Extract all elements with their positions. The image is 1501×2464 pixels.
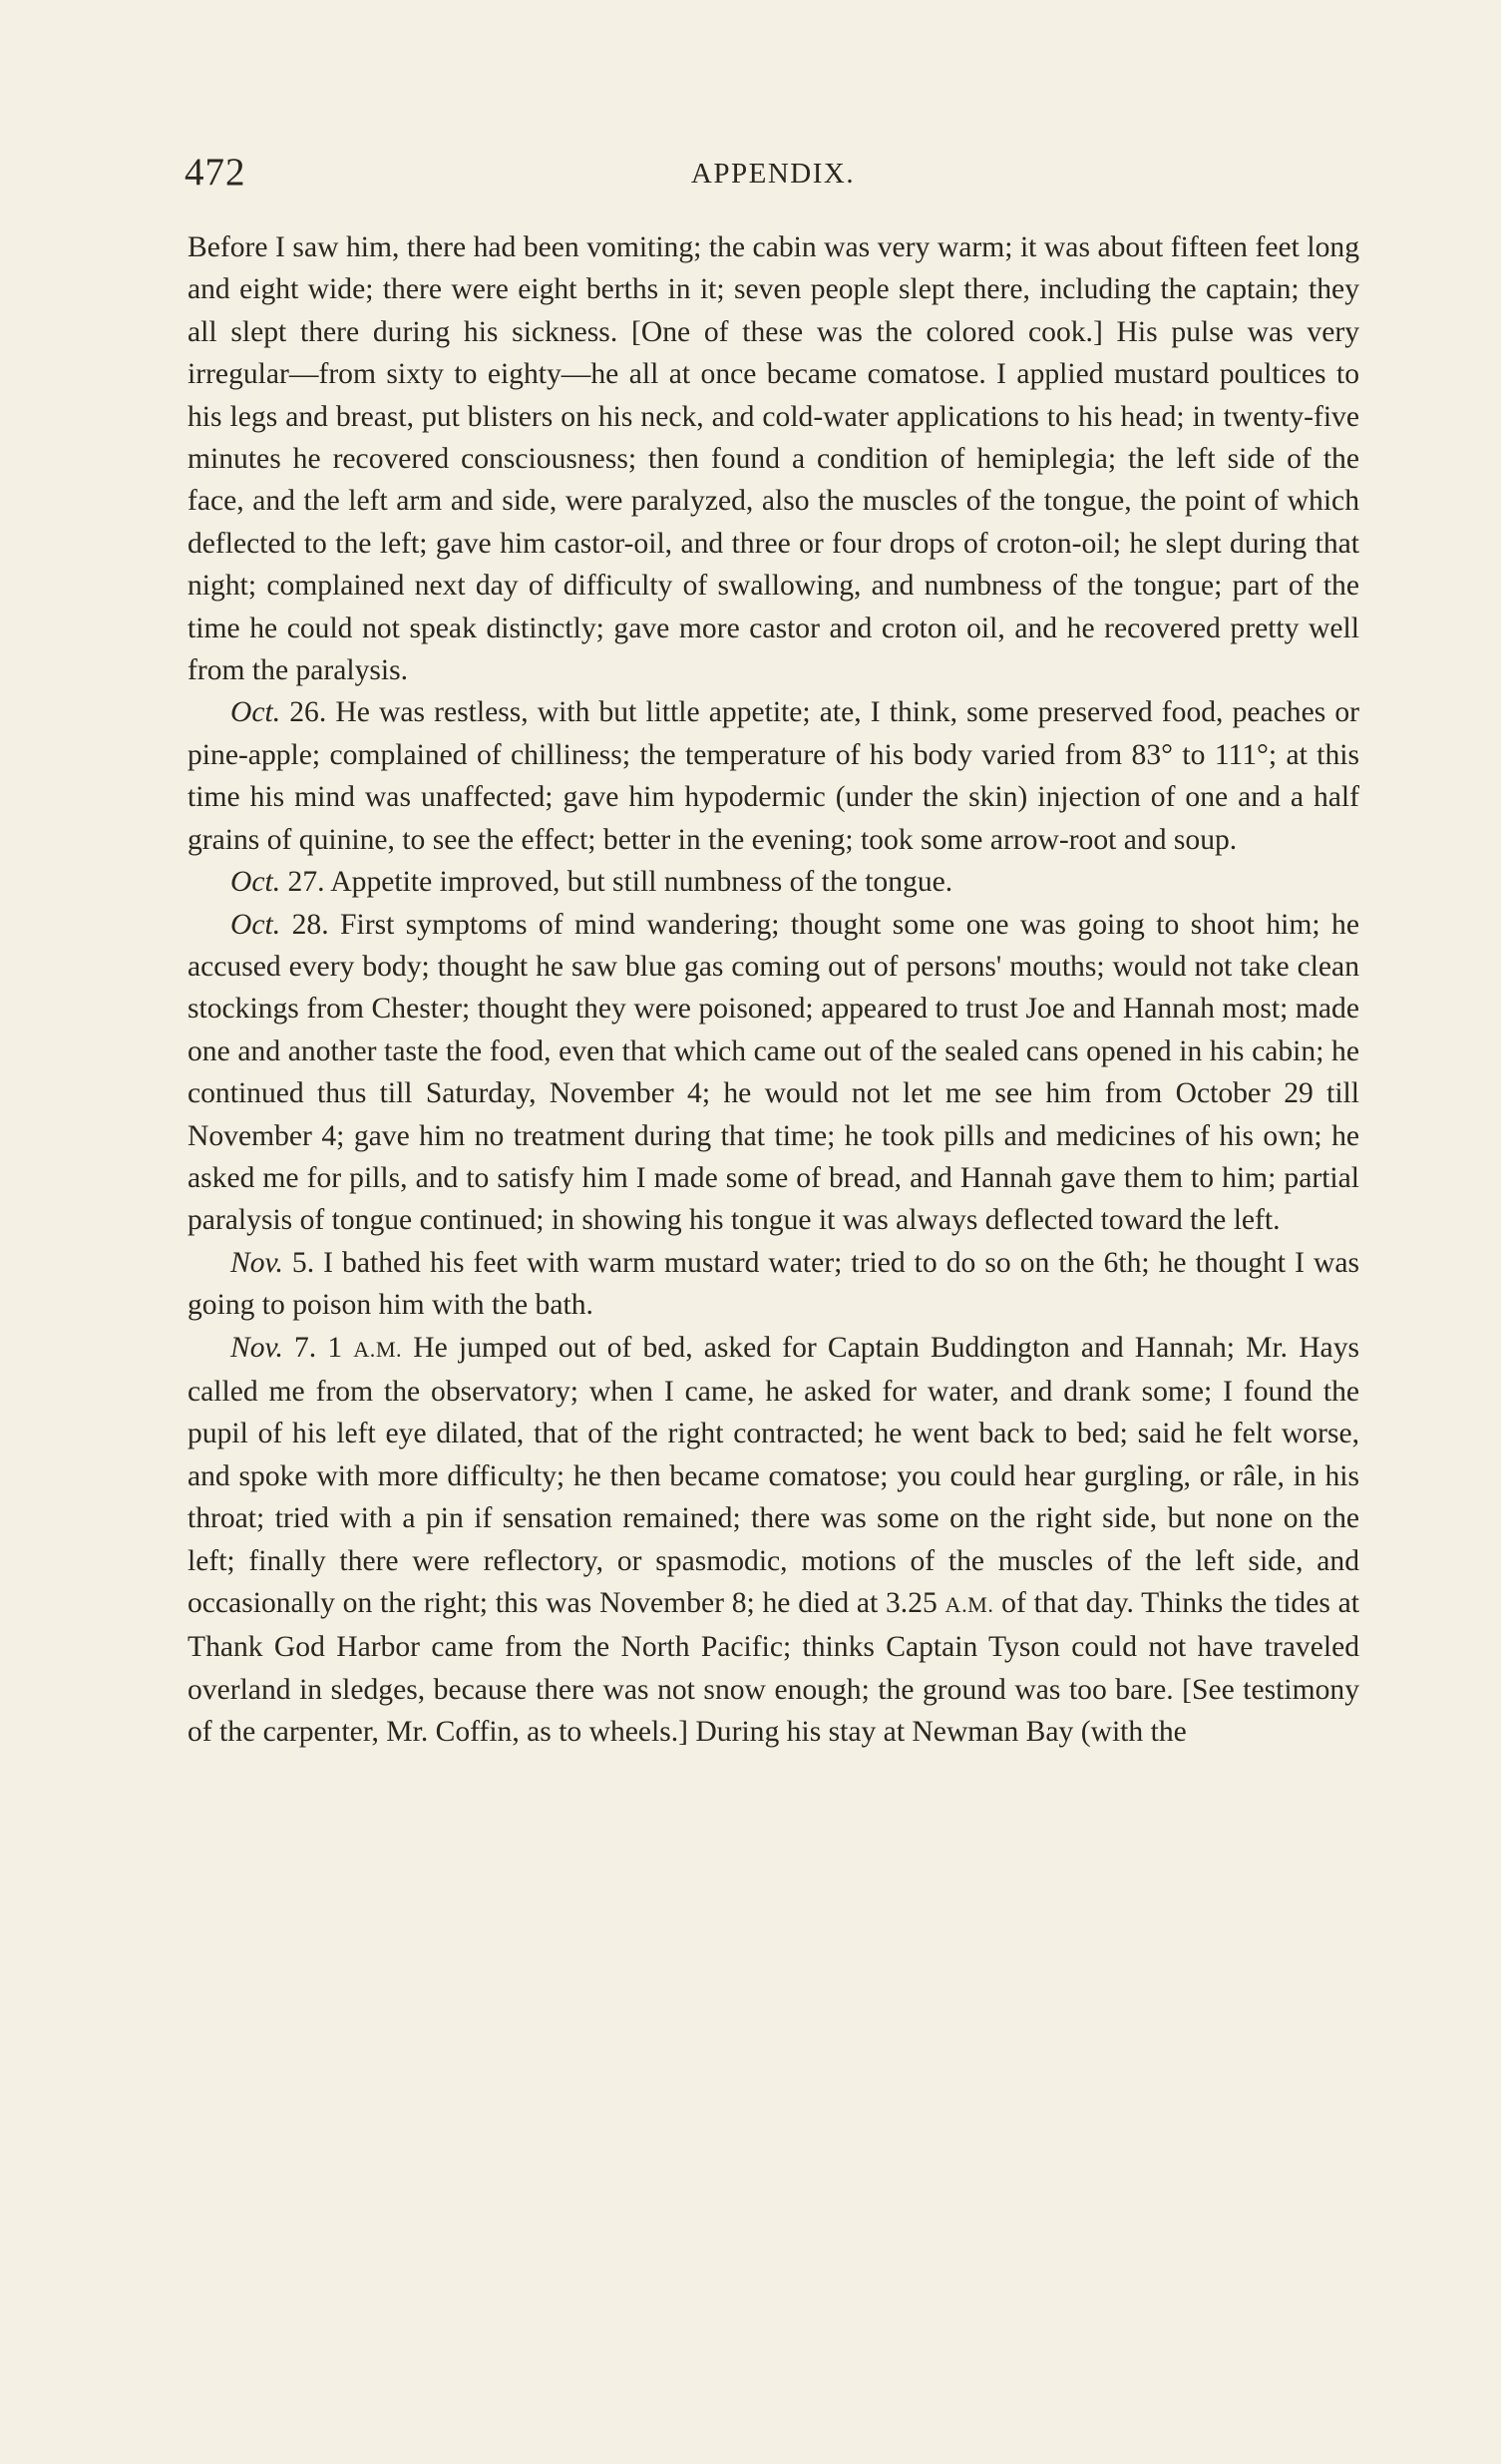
date-label: Nov. xyxy=(230,1331,283,1364)
time-abbreviation: A.M. xyxy=(944,1592,994,1617)
paragraph xyxy=(188,861,1359,903)
paragraph-text: Before I saw him, there had been vomiting; the cabin was very warm; it was about fifteen feet long and eight wide; there were eight berths in it; seven people slept there, including the captain; they all slept there during his sickness. [One of these was the colored cook.] His pulse was very irregular—from sixty to eighty—he all at once became comatose. I applied mustard poultices to his legs and breast, put blisters on his neck, and cold-water applications to his head; in twenty-five minutes he recovered consciousness; then found a condition of hemiplegia; the left side of the face, and the left arm and side, were paralyzed, also the muscles of the tongue, the point of which deflected to the left; gave him castor-oil, and three or four drops of croton-oil; he slept during that night; complained next day of difficulty of swallowing, and numbness of the tongue; part of the time he could not speak distinctly; gave more castor and croton oil, and he recovered pretty well from the paralysis. xyxy=(188,231,1359,687)
paragraph xyxy=(188,1242,1359,1327)
date-label: Nov. xyxy=(230,1246,283,1279)
running-head: APPENDIX. xyxy=(690,158,856,190)
time-abbreviation: A.M. xyxy=(353,1336,403,1362)
paragraph xyxy=(188,904,1359,1242)
body-text xyxy=(188,226,1359,1754)
paragraph-text: 28. First symptoms of mind wandering; thought some one was going to shoot him; he accused every body; thought he saw blue gas coming out of persons' mouths; would not take clean stockings from Chester; thought they were poisoned; appeared to trust Joe and Hannah most; made one and another taste the food, even that which came out of the sealed cans opened in his cabin; he continued thus till Saturday, November 4; he would not let me see him from October 29 till November 4; gave him no treatment during that time; he took pills and medicines of his own; he asked me for pills, and to satisfy him I made some of bread, and Hannah gave them to him; partial paralysis of tongue continued; in showing his tongue it was always deflected toward the left. xyxy=(188,908,1359,1237)
paragraph-text: 26. He was restless, with but little appetite; ate, I think, some preserved food, peaches or pine-apple; complained of chilliness; the temperature of his body varied from 83° to 111°; at this time his mind was unaffected; gave him hypodermic (under the skin) injection of one and a half grains of quinine, to see the effect; better in the evening; took some arrow-root and soup. xyxy=(188,696,1359,856)
paragraph-text: of that day. Thinks the tides at Thank God Harbor came from the North Pacific; thinks Captain Tyson could not have traveled overland in sledges, because there was not snow enough; the ground was too bare. [See testimony of the carpenter, Mr. Coffin, as to wheels.] During his stay at Newman Bay (with the xyxy=(188,1587,1359,1749)
paragraph-text: 27. Appetite improved, but still numbness of the tongue. xyxy=(280,866,953,899)
paragraph-text: He jumped out of bed, asked for Captain Buddington and Hannah; Mr. Hays called me from the observatory; when I came, he asked for water, and drank some; I found the pupil of his left eye dilated, that of the right contracted; he went back to bed; said he felt worse, and spoke with more difficulty; he then became comatose; you could hear gurgling, or râle, in his throat; tried with a pin if sensation remained; there was some on the right side, but none on the left; finally there were reflectory, or spasmodic, motions of the muscles of the left side, and occasionally on the right; this was November 8; he died at 3.25 xyxy=(188,1331,1360,1619)
date-label: Oct. xyxy=(230,696,281,729)
page-number: 472 xyxy=(185,151,246,194)
paragraph-text: 5. I bathed his feet with warm mustard water; tried to do so on the 6th; he thought I was going to poison him with the bath. xyxy=(188,1246,1359,1322)
paragraph xyxy=(188,1327,1359,1754)
paragraph xyxy=(188,691,1359,861)
paragraph xyxy=(188,226,1359,691)
page-header xyxy=(185,150,1361,200)
date-label: Oct. xyxy=(230,866,281,899)
date-label: Oct. xyxy=(230,908,281,941)
paragraph-text: 7. 1 xyxy=(282,1331,354,1364)
